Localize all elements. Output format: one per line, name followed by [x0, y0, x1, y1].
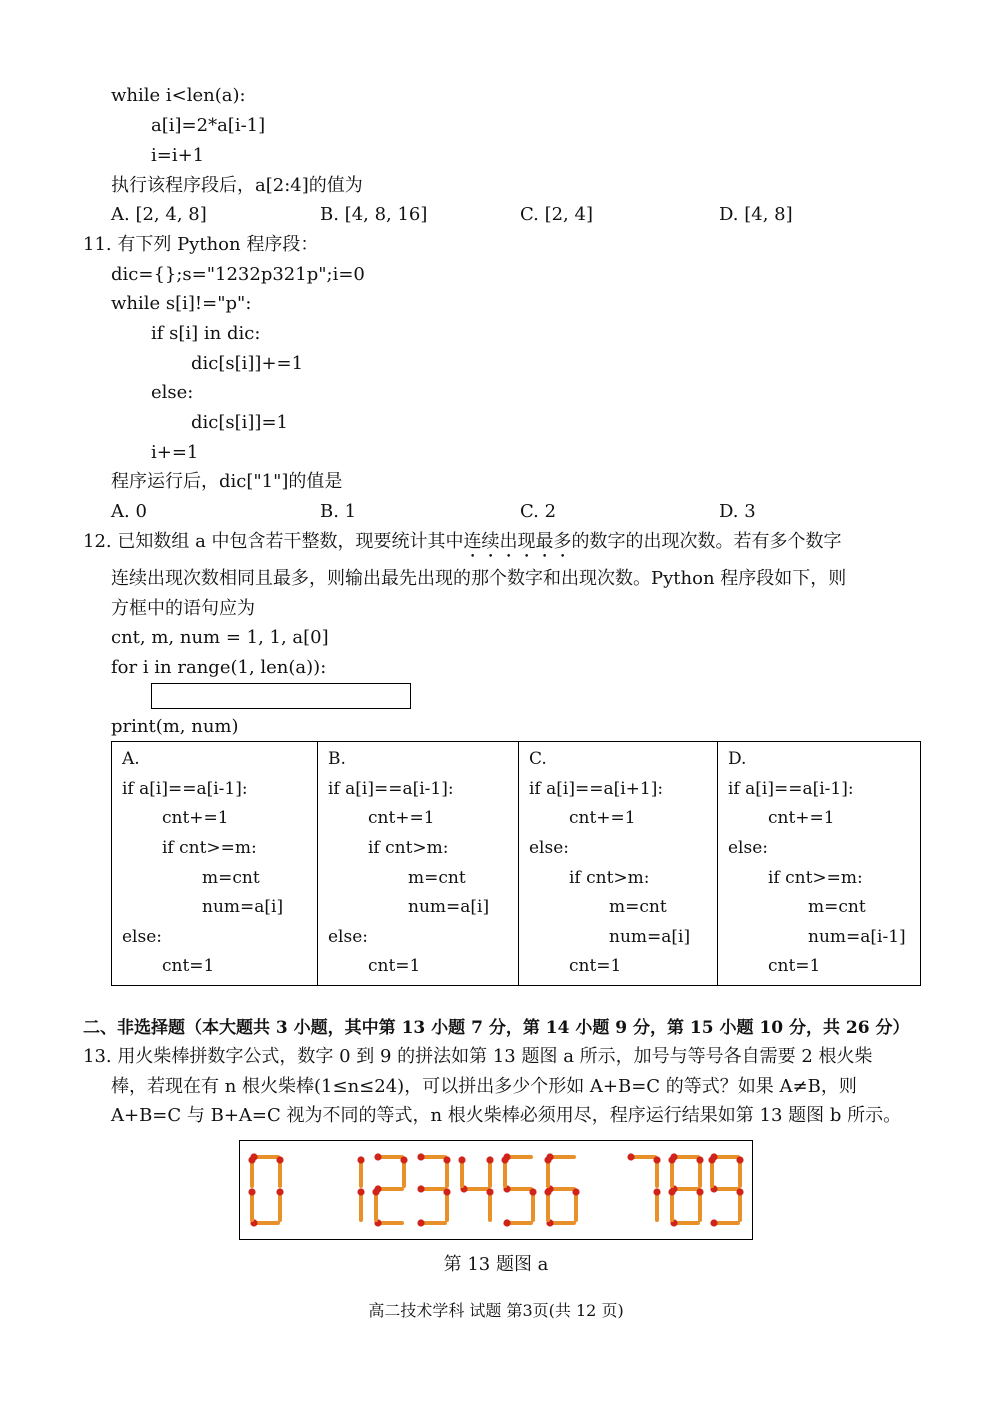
option-label: D.	[728, 749, 747, 769]
section-heading: 二、非选择题（本大题共 3 小题，其中第 13 小题 7 分，第 14 小题 9 分，第 15 小题 10 分，共 26 分）	[83, 1018, 910, 1038]
matchstick-digit-9	[708, 1156, 715, 1186]
option-code-line: else:	[529, 838, 570, 858]
option-code-line: m=cnt	[609, 897, 667, 917]
matchstick-digit-4	[458, 1156, 465, 1186]
page-footer: 高二技术学科 试题 第3页(共 12 页)	[368, 1301, 624, 1320]
matchstick-digit-0	[248, 1156, 255, 1186]
q10-prompt: 执行该程序段后，a[2:4]的值为	[111, 175, 363, 196]
matchstick-digit-0	[250, 1219, 278, 1226]
matchstick-digits-svg	[240, 1141, 751, 1238]
option-code-line: if a[i]==a[i+1]:	[529, 779, 664, 799]
matchstick-digit-9	[736, 1188, 743, 1220]
q12-code-line-1: cnt, m, num = 1, 1, a[0]	[111, 627, 329, 648]
option-label: A.	[122, 749, 140, 769]
matchstick-digit-3	[443, 1156, 450, 1186]
matchstick-digit-5	[501, 1156, 508, 1186]
q12-option-c-cell	[519, 742, 718, 985]
matchstick-digit-2	[400, 1156, 407, 1186]
q12-code-line-3: print(m, num)	[111, 716, 239, 737]
q10-code-line-3: i=i+1	[151, 145, 205, 166]
matchstick-digit-8	[696, 1156, 703, 1186]
q13-text-line-2: 棒，若现在有 n 根火柴棒(1≤n≤24)，可以拼出多少个形如 A+B=C 的等式？如果 A≠B，则	[111, 1076, 857, 1097]
option-code-line: cnt=1	[368, 956, 421, 976]
option-code-line: cnt+=1	[569, 808, 636, 828]
matchstick-digit-8	[670, 1219, 698, 1226]
option-code-line: cnt+=1	[368, 808, 435, 828]
matchstick-digit-0	[248, 1188, 255, 1220]
q11-code-line-5: else:	[151, 382, 194, 403]
option-code-line: cnt+=1	[162, 808, 229, 828]
q11-option-c: C. 2	[520, 501, 557, 522]
option-code-line: num=a[i-1]	[808, 927, 906, 947]
q10-option-b: B. [4, 8, 16]	[320, 204, 428, 225]
matchstick-digit-4	[460, 1185, 488, 1192]
matchstick-digit-2	[374, 1219, 402, 1226]
option-label: C.	[529, 749, 547, 769]
q10-code-line-2: a[i]=2*a[i-1]	[151, 115, 266, 136]
q11-option-d: D. 3	[719, 501, 756, 522]
emphasis-dots-phrase: 连续出现最多	[463, 531, 572, 552]
option-code-line: else:	[328, 927, 369, 947]
option-code-line: if cnt>m:	[569, 868, 650, 888]
q11-code-line-1: dic={};s="1232p321p";i=0	[111, 264, 365, 285]
q11-prompt: 程序运行后，dic["1"]的值是	[111, 471, 343, 492]
matchstick-digit-3	[417, 1185, 445, 1192]
option-code-line: else:	[122, 927, 163, 947]
option-code-line: cnt=1	[768, 956, 821, 976]
answer-blank-box	[151, 683, 411, 709]
matchstick-digit-8	[696, 1188, 703, 1220]
option-code-line: num=a[i]	[202, 897, 284, 917]
matchstick-digit-3	[417, 1219, 445, 1226]
q11-code-line-3: if s[i] in dic:	[151, 323, 261, 344]
q13-text-line-1: 13. 用火柴棒拼数字公式，数字 0 到 9 的拼法如第 13 题图 a 所示，加号与等号各自需要 2 根火柴	[83, 1046, 873, 1067]
matchstick-digit-7	[653, 1188, 660, 1220]
matchstick-digit-5	[503, 1185, 531, 1192]
option-code-line: cnt+=1	[768, 808, 835, 828]
matchstick-digit-3	[443, 1188, 450, 1220]
q12-text-line-1: 12. 已知数组 a 中包含若干整数，现要统计其中连续出现最多的数字的出现次数。若有多个数字	[83, 531, 842, 552]
matchstick-digit-8	[668, 1156, 675, 1186]
q11-option-a: A. 0	[111, 501, 147, 522]
q12-options-table	[111, 741, 921, 986]
matchstick-digit-6	[546, 1219, 574, 1226]
matchstick-digit-1	[357, 1188, 364, 1220]
matchstick-digit-3	[417, 1153, 445, 1160]
q12-option-a-cell	[112, 742, 318, 985]
matchstick-digit-8	[668, 1188, 675, 1220]
matchstick-digit-9	[710, 1219, 738, 1226]
q13-text-line-3: A+B=C 与 B+A=C 视为不同的等式，n 根火柴棒必须用尽，程序运行结果如第 13 题图 b 所示。	[111, 1105, 902, 1126]
q11-option-b: B. 1	[320, 501, 357, 522]
option-code-line: cnt=1	[162, 956, 215, 976]
q11-code-line-6: dic[s[i]]=1	[191, 412, 288, 433]
option-code-line: if cnt>m:	[368, 838, 449, 858]
q11-title: 11. 有下列 Python 程序段：	[83, 234, 319, 255]
option-label: B.	[328, 749, 346, 769]
matchstick-digit-2	[374, 1153, 402, 1160]
matchstick-digit-4	[486, 1156, 493, 1186]
q11-code-line-7: i+=1	[151, 442, 199, 463]
q10-code-line-1: while i<len(a):	[111, 85, 246, 106]
option-code-line: if cnt>=m:	[162, 838, 257, 858]
matchstick-digit-2	[372, 1188, 379, 1220]
matchstick-digit-7	[653, 1156, 660, 1186]
option-code-line: if a[i]==a[i-1]:	[728, 779, 854, 799]
figure-caption: 第 13 题图 a	[443, 1254, 549, 1275]
option-code-line: if a[i]==a[i-1]:	[122, 779, 248, 799]
q12-option-b-cell	[318, 742, 519, 985]
option-code-line: if cnt>=m:	[768, 868, 863, 888]
q11-code-line-4: dic[s[i]]+=1	[191, 353, 304, 374]
q10-option-a: A. [2, 4, 8]	[111, 204, 207, 225]
matchstick-digit-1	[357, 1156, 364, 1186]
matchstick-digit-7	[627, 1153, 655, 1160]
option-code-line: m=cnt	[808, 897, 866, 917]
matchstick-digit-0	[276, 1156, 283, 1186]
option-code-line: m=cnt	[408, 868, 466, 888]
q12-option-d-cell	[718, 742, 922, 985]
matchstick-digit-6	[544, 1156, 551, 1186]
option-code-line: cnt=1	[569, 956, 622, 976]
matchstick-digit-9	[710, 1185, 738, 1192]
matchstick-digit-6	[544, 1188, 551, 1220]
q12-text-line-3: 方框中的语句应为	[111, 598, 255, 619]
q10-option-d: D. [4, 8]	[719, 204, 793, 225]
matchstick-digit-9	[736, 1156, 743, 1186]
q11-code-line-2: while s[i]!="p":	[111, 293, 252, 314]
matchstick-digit-5	[503, 1219, 531, 1226]
q12-text-line-2: 连续出现次数相同且最多，则输出最先出现的那个数字和出现次数。Python 程序段如下，则	[111, 568, 847, 589]
option-code-line: if a[i]==a[i-1]:	[328, 779, 454, 799]
matchstick-digits-figure	[239, 1140, 753, 1240]
option-code-line: m=cnt	[202, 868, 260, 888]
q10-option-c: C. [2, 4]	[520, 204, 593, 225]
matchstick-digit-6	[572, 1188, 579, 1220]
option-code-line: num=a[i]	[408, 897, 490, 917]
matchstick-digit-4	[486, 1188, 493, 1220]
matchstick-digit-5	[529, 1188, 536, 1220]
option-code-line: num=a[i]	[609, 927, 691, 947]
q12-code-line-2: for i in range(1, len(a)):	[111, 657, 327, 678]
matchstick-digit-0	[276, 1188, 283, 1220]
option-code-line: else:	[728, 838, 769, 858]
